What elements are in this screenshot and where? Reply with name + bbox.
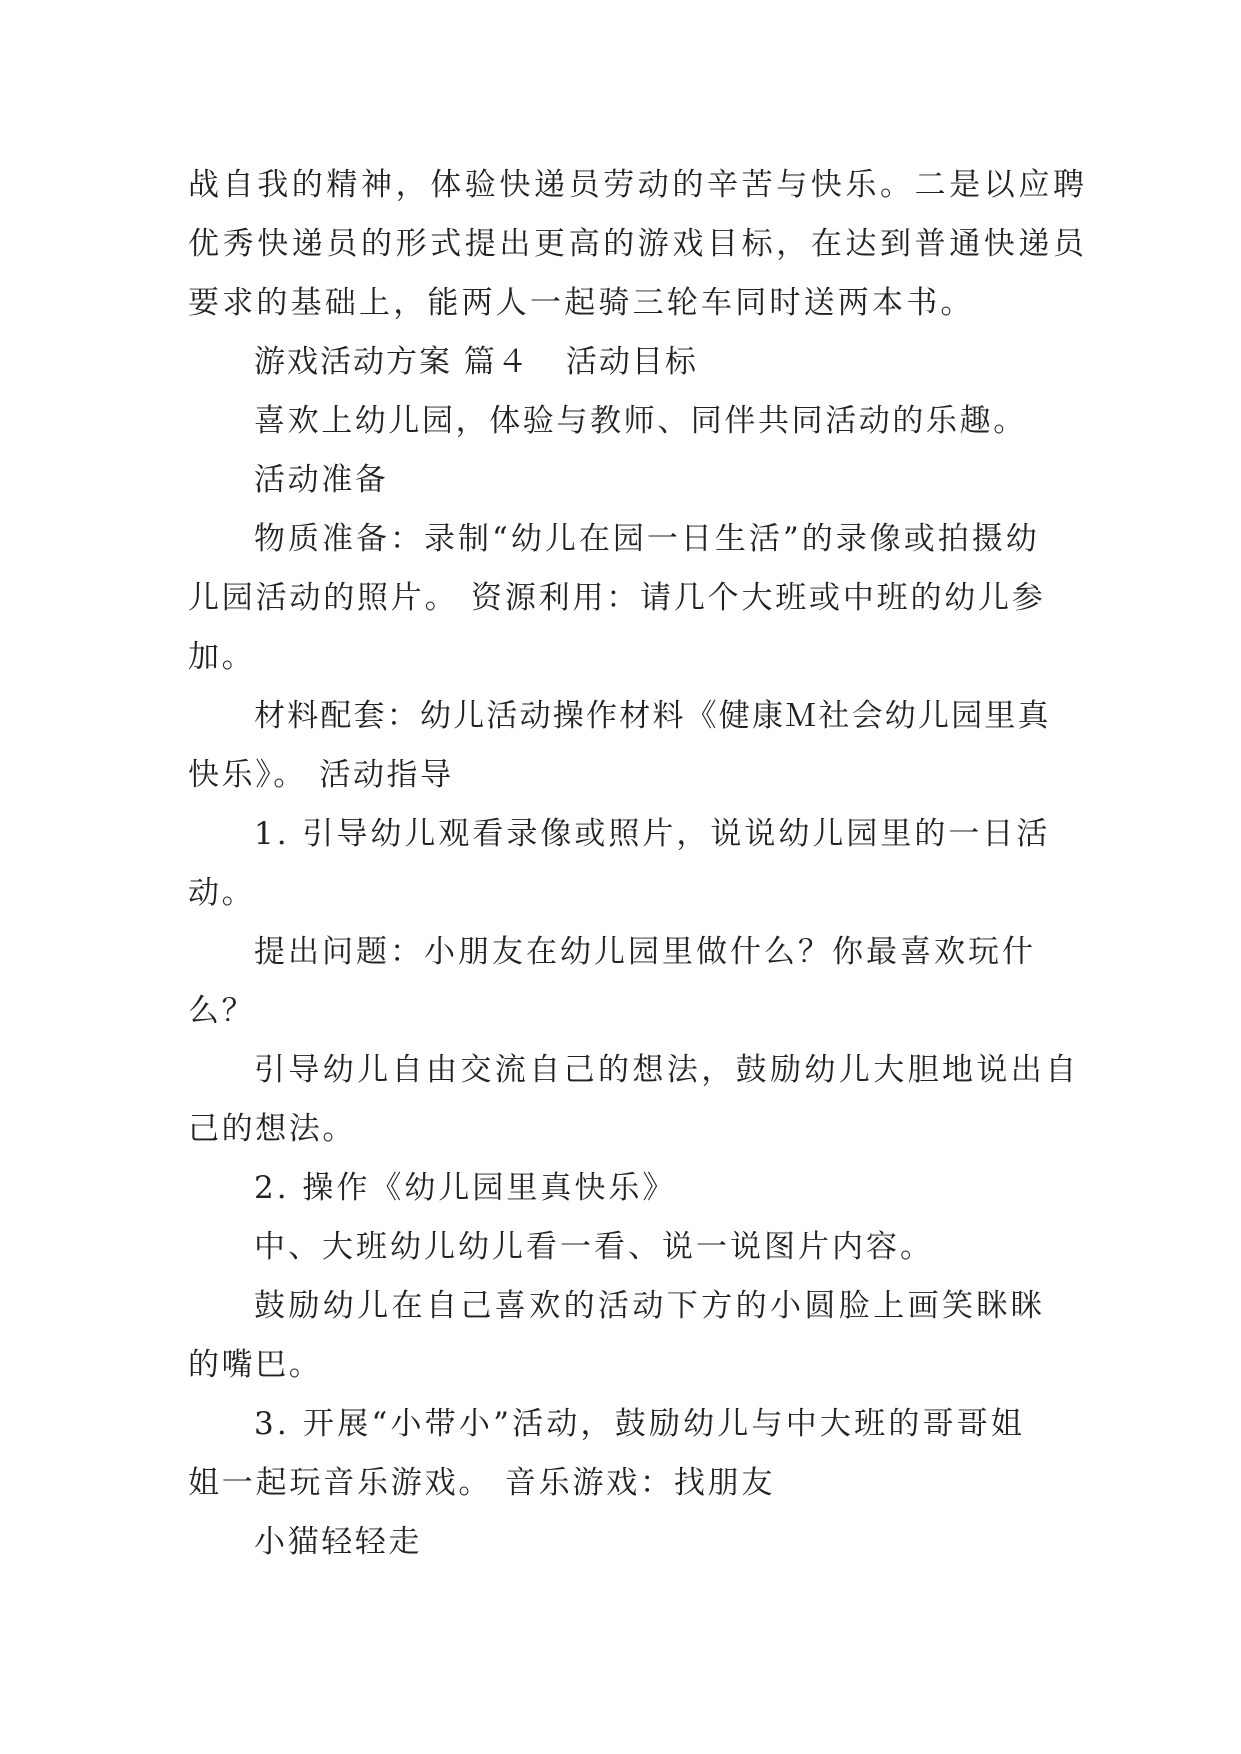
paragraph-line: 提出问题：小朋友在幼儿园里做什么？你最喜欢玩什 xyxy=(254,934,1036,970)
paragraph-line: 小猫轻轻走 xyxy=(254,1524,422,1560)
paragraph-line: 战自我的精神，体验快递员劳动的辛苦与快乐。二是以应聘 xyxy=(188,167,1088,203)
paragraph-line: 的嘴巴。 xyxy=(188,1347,323,1383)
paragraph-line: 鼓励幼儿在自己喜欢的活动下方的小圆脸上画笑眯眯 xyxy=(254,1288,1046,1324)
paragraph-line: 材料配套：幼儿活动操作材料《健康Ｍ社会幼儿园里真 xyxy=(254,698,1051,734)
paragraph-line: 中、大班幼儿幼儿看一看、说一说图片内容。 xyxy=(254,1229,934,1265)
paragraph-line: 引导幼儿自由交流自己的想法，鼓励幼儿大胆地说出自 xyxy=(254,1052,1080,1088)
paragraph-line: 姐一起玩音乐游戏。 音乐游戏：找朋友 xyxy=(188,1465,776,1501)
paragraph-line: 要求的基础上，能两人一起骑三轮车同时送两本书。 xyxy=(188,285,975,321)
paragraph-line: 加。 xyxy=(188,639,256,675)
paragraph-line: 么？ xyxy=(188,993,256,1029)
list-item-line: 1. 引导幼儿观看录像或照片，说说幼儿园里的一日活 xyxy=(254,816,1051,852)
list-item-line: 2. 操作《幼儿园里真快乐》 xyxy=(254,1170,677,1206)
paragraph-line: 儿园活动的照片。 资源利用：请几个大班或中班的幼儿参 xyxy=(188,580,1046,616)
subsection-heading: 活动准备 xyxy=(254,462,389,498)
paragraph-line: 动。 xyxy=(188,875,256,911)
section-title: 游戏活动方案 篇４ xyxy=(254,344,530,380)
paragraph-line: 优秀快递员的形式提出更高的游戏目标，在达到普通快递员 xyxy=(188,226,1088,262)
paragraph-line: 喜欢上幼儿园，体验与教师、同伴共同活动的乐趣。 xyxy=(254,403,1027,439)
list-item-line: 3. 开展“小带小”活动，鼓励幼儿与中大班的哥哥姐 xyxy=(254,1406,1026,1442)
paragraph-line: 快乐》。 活动指导 xyxy=(188,757,454,793)
subsection-heading: 活动目标 xyxy=(565,344,698,380)
paragraph-line: 物质准备：录制“幼儿在园一日生活”的录像或拍摄幼 xyxy=(254,521,1040,557)
section-heading-line xyxy=(254,342,698,382)
paragraph-line: 己的想法。 xyxy=(188,1111,356,1147)
